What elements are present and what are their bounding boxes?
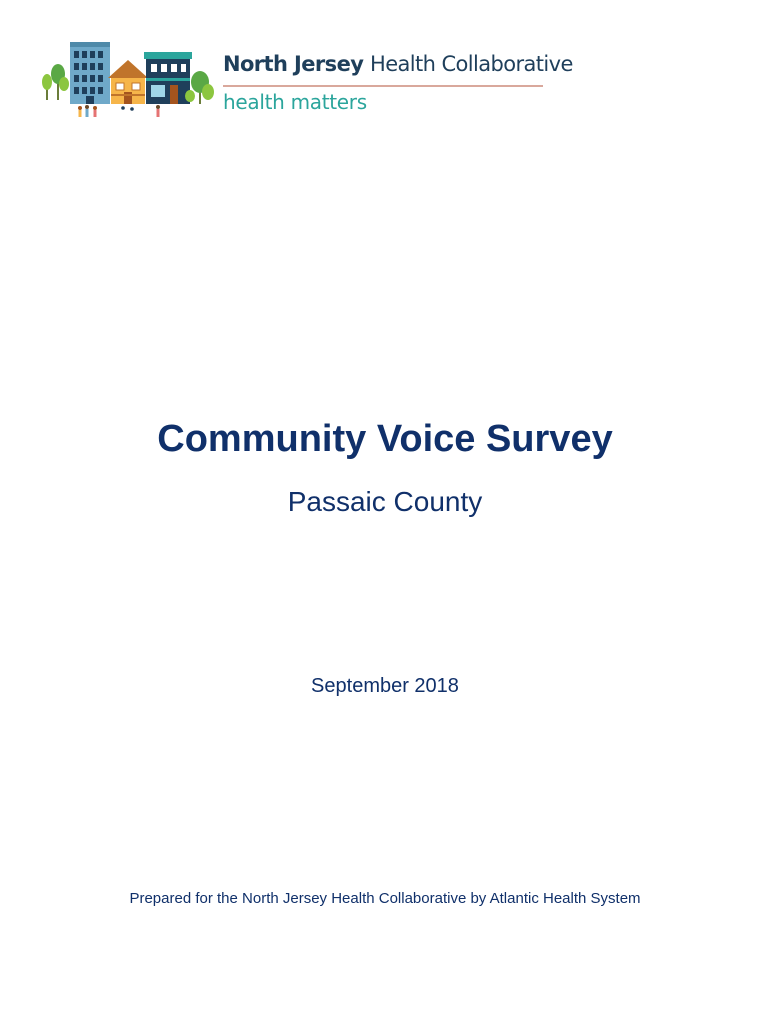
document-date: September 2018: [311, 675, 459, 697]
neighborhood-buildings-icon: [40, 38, 215, 122]
organization-name-light: Health Collaborative: [370, 52, 573, 76]
organization-name: [223, 52, 573, 76]
logo-tagline: health matters: [223, 90, 367, 114]
document-subtitle: Passaic County: [287, 486, 483, 517]
logo: [40, 38, 573, 122]
organization-name-bold: North Jersey: [223, 52, 364, 76]
document-title: Community Voice Survey: [157, 418, 613, 460]
prepared-by-note: Prepared for the North Jersey Health Collaborative by Atlantic Health System: [129, 890, 641, 907]
logo-divider: [223, 85, 543, 87]
